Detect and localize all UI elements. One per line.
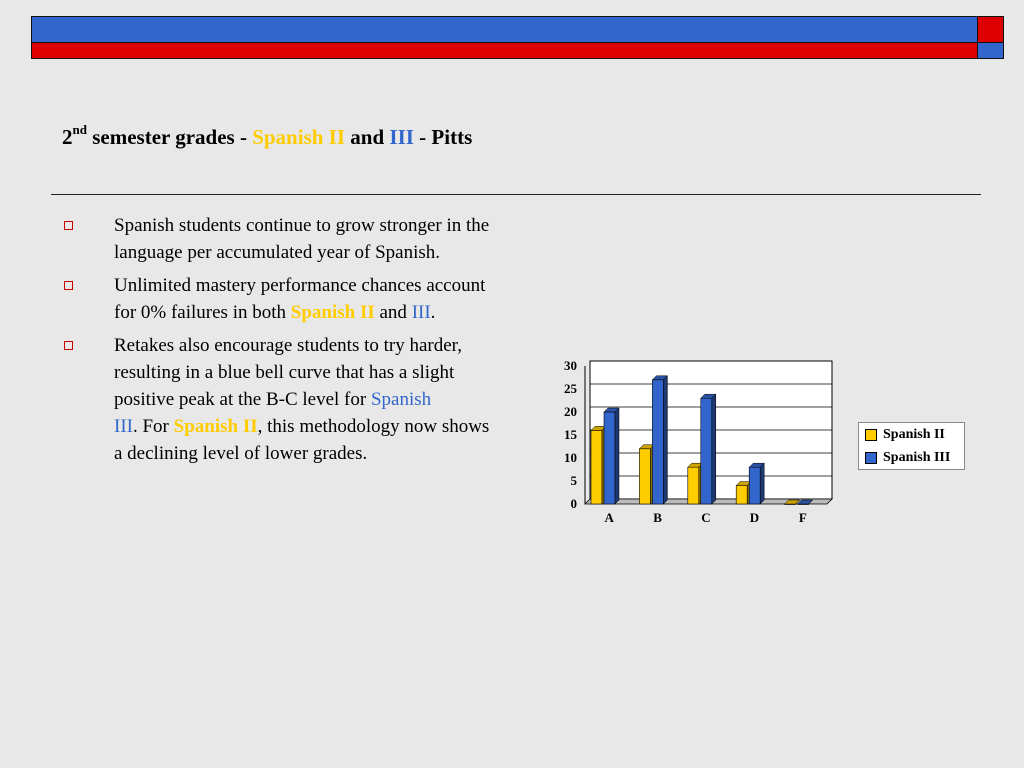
legend-label: Spanish II xyxy=(883,427,945,442)
bullet-text: . For xyxy=(132,416,174,437)
x-tick-label: D xyxy=(749,510,760,525)
bar-side xyxy=(663,376,667,504)
header-bar-red xyxy=(31,42,979,59)
legend-item xyxy=(865,427,945,443)
bar-side xyxy=(760,463,764,504)
y-tick-label: 30 xyxy=(564,358,577,373)
title-and: and xyxy=(345,125,390,149)
bar-side xyxy=(712,394,716,504)
chart-legend xyxy=(858,422,965,470)
bullet-item xyxy=(62,212,502,266)
title-number: 2 xyxy=(62,125,73,149)
y-tick-label: 0 xyxy=(570,496,577,511)
bullet-spanish-ii: Spanish II xyxy=(173,416,258,437)
title-spanish-iii: III xyxy=(389,125,414,149)
x-tick-label: B xyxy=(653,510,662,525)
bar-side xyxy=(615,408,619,504)
legend-item xyxy=(865,450,950,466)
bar-spanish-ii xyxy=(639,449,650,504)
title-text: semester grades - xyxy=(86,125,253,149)
title-spanish-ii: Spanish II xyxy=(252,125,346,149)
bullet-text: Retakes also encourage students to try harder, resulting in a blue bell curve that has a slight positive peak at the B-C level for xyxy=(114,335,462,410)
bullet-spanish-iii: III xyxy=(411,302,431,323)
legend-swatch-spanish-ii xyxy=(865,429,877,441)
bullet-list xyxy=(62,212,502,473)
x-tick-label: F xyxy=(798,510,807,525)
header-bar-blue xyxy=(31,16,979,43)
square-bullet-icon xyxy=(64,221,73,230)
bar-spanish-ii xyxy=(736,486,747,504)
square-bullet-icon xyxy=(64,281,73,290)
bar-spanish-iii xyxy=(749,467,760,504)
bullet-text: . xyxy=(430,302,436,323)
bar-spanish-iii xyxy=(604,412,615,504)
bullet-spanish-iii: Spanish III xyxy=(114,389,432,437)
header-square-red xyxy=(977,16,1004,43)
bullet-text: , this methodology now shows a declining level of lower grades. xyxy=(114,416,490,464)
bullet-text: Unlimited mastery performance chances account for 0% failures in both xyxy=(114,275,486,323)
y-tick-label: 15 xyxy=(564,427,577,442)
y-tick-label: 10 xyxy=(564,450,577,465)
bar-spanish-iii xyxy=(701,398,712,504)
legend-label: Spanish III xyxy=(883,450,951,465)
y-tick-label: 25 xyxy=(564,381,577,396)
bullet-text: and xyxy=(374,302,412,323)
bullet-item xyxy=(62,272,502,326)
title-divider xyxy=(51,194,981,195)
bullet-text: Spanish students continue to grow stronger in the language per accumulated year of Spanish. xyxy=(114,215,490,263)
square-bullet-icon xyxy=(64,341,73,350)
y-tick-label: 5 xyxy=(570,473,577,488)
bullet-item xyxy=(62,332,502,467)
bar-spanish-iii xyxy=(652,380,663,504)
bar-spanish-ii xyxy=(591,430,602,504)
legend-swatch-spanish-iii xyxy=(865,452,877,464)
x-tick-label: A xyxy=(604,510,614,525)
title-end: - Pitts xyxy=(413,125,473,149)
x-tick-label: C xyxy=(701,510,711,525)
bar-spanish-ii xyxy=(688,467,699,504)
bullet-spanish-ii: Spanish II xyxy=(290,302,375,323)
title-superscript: nd xyxy=(72,122,87,137)
slide-title xyxy=(62,124,472,150)
y-tick-label: 20 xyxy=(564,404,577,419)
header-square-blue xyxy=(977,42,1004,59)
